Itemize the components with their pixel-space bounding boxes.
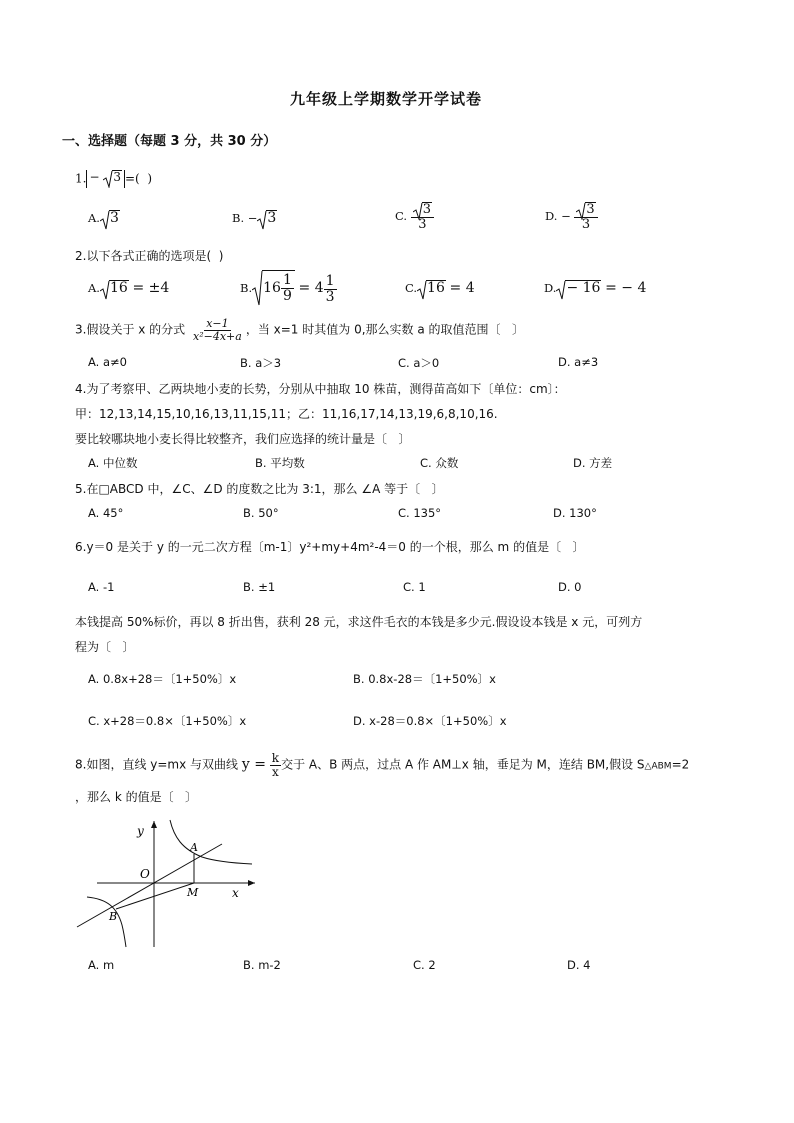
question-4-line2: 甲：12,13,14,15,10,16,13,11,15,11；乙：11,16,17,14,13,19,6,8,10,16.	[75, 407, 498, 421]
radical-sign-icon	[252, 270, 263, 306]
q3-option-d[interactable]: D. a≠3	[558, 355, 599, 369]
q8-option-a[interactable]: A. m	[88, 958, 115, 972]
point-a-label: A	[190, 841, 198, 854]
question-7-line2: 程为〔 〕	[75, 640, 135, 654]
q2-option-d[interactable]: D. − 16 = − 4	[544, 280, 646, 296]
q8-figure	[72, 815, 267, 955]
q8-option-b[interactable]: B. m-2	[243, 958, 281, 972]
q2-option-b[interactable]: B. 16 $\frac{1}{9}$ = 4 $\frac{1}{3}$	[240, 272, 335, 305]
q4-option-b[interactable]: B. 平均数	[255, 456, 305, 470]
radical-sign-icon	[556, 280, 566, 300]
x-axis-label: x	[232, 886, 239, 900]
q2-option-a[interactable]: A. 16 = ±4	[88, 280, 169, 296]
q8-option-d[interactable]: D. 4	[567, 958, 591, 972]
q5-option-b[interactable]: B. 50°	[243, 506, 279, 520]
question-1: 1. − 3 =( )	[75, 170, 152, 188]
q3-option-a[interactable]: A. a≠0	[88, 355, 127, 369]
hyperbola-upper-branch	[170, 820, 252, 864]
question-5: 5.在□ABCD 中，∠C、∠D 的度数之比为 3:1，那么 ∠A 等于〔 〕	[75, 482, 444, 496]
radical-sign-icon	[576, 202, 586, 220]
q4-option-d[interactable]: D. 方差	[573, 456, 613, 470]
question-6: 6.y＝0 是关于 y 的一元二次方程〔m-1〕y²+my+4m²-4＝0 的一个根，那么 m 的值是〔 〕	[75, 540, 585, 554]
question-3: 3.假设关于 x 的分式 $\frac{x-1}{\text{x²−4x+a}}$ ，当 x=1 时其值为 0,那么实数 a 的取值范围〔 〕	[75, 317, 524, 343]
q1-option-d[interactable]: D. − $\frac{3}{3}$	[545, 202, 598, 232]
radical-sign-icon	[257, 210, 267, 230]
q8-option-c[interactable]: C. 2	[413, 958, 436, 972]
point-b-label: B	[109, 910, 118, 923]
radical-sign-icon	[100, 280, 110, 300]
point-m-label: M	[187, 886, 199, 899]
question-8-line1: 8.如图，直线 y=mx 与双曲线 y = $\frac{k}{x}$ 交于 A、B 两点，过点 A 作 AM⊥x 轴，垂足为 M，连结 BM,假设 S△ABM=2	[75, 751, 690, 779]
q6-option-a[interactable]: A. -1	[88, 580, 115, 594]
question-8-line2: ，那么 k 的值是〔 〕	[75, 790, 198, 804]
q6-option-c[interactable]: C. 1	[403, 580, 426, 594]
q3-option-b[interactable]: B. a＞3	[240, 356, 282, 370]
question-4-line1: 4.为了考察甲、乙两块地小麦的长势，分别从中抽取 10 株苗，测得苗高如下〔单位：cm〕：	[75, 382, 566, 396]
q2-option-c[interactable]: C. 16 = 4	[405, 280, 475, 296]
question-7-line1: 本钱提高 50%标价，再以 8 折出售，获利 28 元，求这件毛衣的本钱是多少元.假设设本钱是 x 元，可列方	[75, 615, 643, 629]
segment-bm	[116, 883, 194, 909]
question-1-prefix: 1.	[75, 171, 87, 186]
q6-option-b[interactable]: B. ±1	[243, 580, 276, 594]
radical-sign-icon	[100, 210, 110, 230]
q7-option-d[interactable]: D. x-28＝0.8×〔1+50%〕x	[353, 714, 507, 728]
q4-option-a[interactable]: A. 中位数	[88, 456, 138, 470]
q1-option-b[interactable]: B. − 3	[232, 210, 277, 226]
q7-option-a[interactable]: A. 0.8x+28＝〔1+50%〕x	[88, 672, 237, 686]
question-1-stem-tail: =( )	[124, 171, 153, 186]
q7-option-b[interactable]: B. 0.8x-28＝〔1+50%〕x	[353, 672, 496, 686]
radical-sign-icon	[413, 202, 423, 220]
radical-sign-icon	[103, 170, 113, 188]
section-heading: 一、选择题（每题 3 分，共 30 分）	[62, 134, 277, 149]
q5-option-c[interactable]: C. 135°	[398, 506, 442, 520]
page-title: 九年级上学期数学开学试卷	[290, 90, 483, 108]
q7-option-c[interactable]: C. x+28＝0.8×〔1+50%〕x	[88, 714, 247, 728]
q1-option-a[interactable]: A. 3	[88, 210, 120, 226]
q3-option-c[interactable]: C. a＞0	[398, 356, 440, 370]
question-2: 2.以下各式正确的选项是( )	[75, 249, 224, 263]
radical-sign-icon	[417, 280, 427, 300]
x-axis-arrow-icon	[248, 880, 255, 886]
q5-option-a[interactable]: A. 45°	[88, 506, 124, 520]
q1-option-c[interactable]: C. $\frac{3}{3}$	[395, 202, 434, 232]
y-axis-arrow-icon	[151, 821, 157, 828]
q5-option-d[interactable]: D. 130°	[553, 506, 597, 520]
q4-option-c[interactable]: C. 众数	[420, 456, 459, 470]
question-4-line3: 要比较哪块地小麦长得比较整齐，我们应选择的统计量是〔 〕	[75, 432, 411, 446]
hyperbola-lower-branch	[87, 897, 126, 947]
q6-option-d[interactable]: D. 0	[558, 580, 582, 594]
origin-label: O	[140, 867, 150, 881]
y-axis-label: y	[137, 824, 144, 838]
